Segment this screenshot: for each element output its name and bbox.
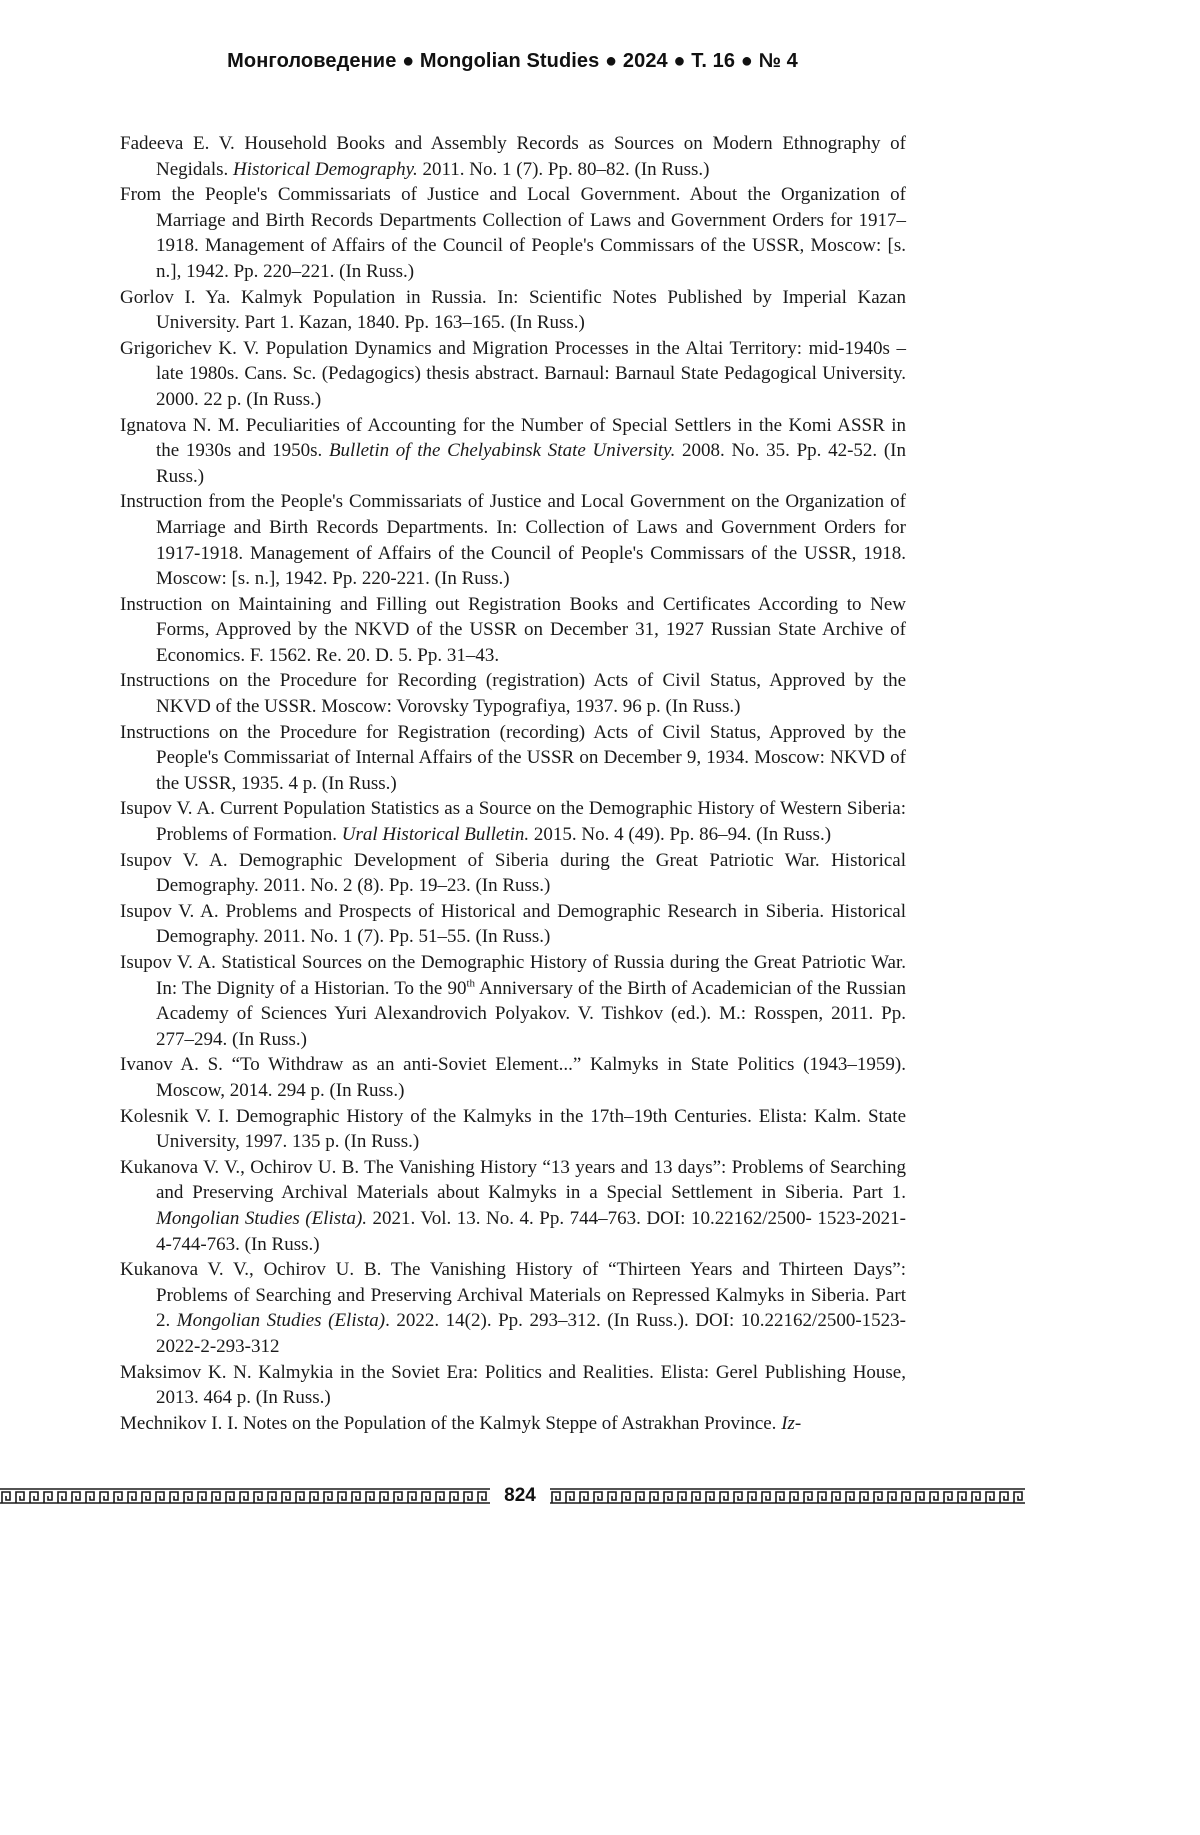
reference-text: Kolesnik V. I. Demographic History of the Kalmyks in the 17th–19th Centuries. Elista: Kalm. State University, 1997. 135 p. (In Russ.) bbox=[120, 1105, 906, 1153]
page-footer bbox=[0, 1484, 1025, 1508]
reference-list bbox=[120, 131, 906, 1436]
reference-text: Gorlov I. Ya. Kalmyk Population in Russia. In: Scientific Notes Published by Imperial Kazan University. Part 1. Kazan, 1840. Pp. 163–165. (In Russ.) bbox=[120, 286, 906, 334]
reference-superscript: th bbox=[466, 977, 476, 990]
reference-text: Isupov V. A. Demographic Development of Siberia during the Great Patriotic War. Historical Demography. 2011. No. 2 (8). Pp. 19–23. (In Russ.) bbox=[120, 849, 906, 897]
reference-entry bbox=[120, 950, 906, 1052]
reference-italic-title: Ural Historical Bulletin. bbox=[341, 824, 530, 846]
reference-entry bbox=[120, 1104, 906, 1155]
reference-text: 2008. No. 35. Pp. 42-52. (In Russ.) bbox=[156, 440, 906, 487]
reference-text: Kukanova V. V., Ochirov U. B. The Vanishing History “13 years and 13 days”: Problems of Searching and Preserving Archival Materials about Kalmyks in a Special Settlement in Siberia. Part 1. bbox=[120, 1156, 906, 1204]
reference-text: . 2022. 14(2). Pp. 293–312. (In Russ.). DOI: 10.22162/2500-1523-2022-2-293-312 bbox=[156, 1310, 906, 1357]
page-number: 824 bbox=[490, 1484, 550, 1508]
reference-text: Grigorichev K. V. Population Dynamics and Migration Processes in the Altai Territory: mid-1940s – late 1980s. Cans. Sc. (Pedagogics) thesis abstract. Barnaul: Barnaul State Pedagogical University. 2000. 22 p. (In Russ.) bbox=[120, 337, 906, 410]
running-header: Монголоведение ● Mongolian Studies ● 2024 ● Т. 16 ● № 4 bbox=[227, 50, 798, 72]
reference-italic-title: Historical Demography. bbox=[233, 158, 418, 180]
reference-text: Kukanova V. V., Ochirov U. B. The Vanishing History of “Thirteen Years and Thirteen Days”: Problems of Searching and Preserving Archival Materials on Repressed Kalmyks in Siberia. Part 2. bbox=[120, 1259, 906, 1332]
reference-entry bbox=[120, 1411, 906, 1437]
reference-italic-title: Iz- bbox=[781, 1412, 802, 1434]
reference-entry bbox=[120, 131, 906, 182]
reference-entry bbox=[120, 720, 906, 797]
reference-italic-title: Bulletin of the Chelyabinsk State University. bbox=[328, 440, 676, 462]
reference-text: 2015. No. 4 (49). Pp. 86–94. (In Russ.) bbox=[529, 824, 832, 846]
reference-entry bbox=[120, 489, 906, 591]
reference-text: Fadeeva E. V. Household Books and Assembly Records as Sources on Modern Ethnography of Negidals. bbox=[120, 133, 906, 180]
reference-entry bbox=[120, 336, 906, 413]
reference-italic-title: Mongolian Studies (Elista). bbox=[156, 1207, 368, 1229]
reference-entry bbox=[120, 182, 906, 284]
reference-text: Isupov V. A. Current Population Statistics as a Source on the Demographic History of Western Siberia: Problems of Formation. bbox=[120, 798, 906, 846]
reference-entry bbox=[120, 285, 906, 336]
reference-entry bbox=[120, 899, 906, 950]
reference-text: Mechnikov I. I. Notes on the Population of the Kalmyk Steppe of Astrakhan Province. bbox=[120, 1412, 782, 1434]
reference-text: 2021. Vol. 13. No. 4. Pp. 744–763. DOI: 10.22162/2500- 1523-2021-4-744-763. (In Russ.) bbox=[156, 1207, 906, 1255]
reference-text: Instruction from the People's Commissariats of Justice and Local Government on the Organization of Marriage and Birth Records Departments. In: Collection of Laws and Government Orders for 1917-1918. Management of Affairs of the Council of People's Commissars of the USSR, 1918. Moscow: [s. n.], 1942. Pp. 220-221. (In Russ.) bbox=[120, 491, 906, 590]
reference-italic-title: Mongolian Studies (Elista) bbox=[176, 1310, 386, 1332]
reference-text: Instructions on the Procedure for Recording (registration) Acts of Civil Status, Approved by the NKVD of the USSR. Moscow: Vorovsky Typografiya, 1937. 96 p. (In Russ.) bbox=[120, 670, 906, 718]
reference-text: Ignatova N. M. Peculiarities of Accounting for the Number of Special Settlers in the Komi ASSR in the 1930s and 1950s. bbox=[120, 414, 906, 462]
reference-entry bbox=[120, 848, 906, 899]
reference-text: Isupov V. A. Statistical Sources on the Demographic History of Russia during the Great Patriotic War. In: The Dignity of a Historian. To the 90 bbox=[120, 952, 906, 999]
reference-text: From the People's Commissariats of Justice and Local Government. About the Organization of Marriage and Birth Records Departments Collection of Laws and Government Orders for 1917–1918. Management of Affairs of the Council of People's Commissars of the USSR, Moscow: [s. n.], 1942. Pp. 220–221. (In Russ.) bbox=[120, 184, 906, 282]
reference-entry bbox=[120, 668, 906, 719]
reference-entry bbox=[120, 796, 906, 847]
reference-entry bbox=[120, 413, 906, 490]
reference-entry bbox=[120, 1257, 906, 1359]
reference-text: Instructions on the Procedure for Registration (recording) Acts of Civil Status, Approved by the People's Commissariat of Internal Affairs of the USSR on December 9, 1934. Moscow: NKVD of the USSR, 1935. 4 p. (In Russ.) bbox=[120, 721, 906, 794]
reference-entry bbox=[120, 1052, 906, 1103]
reference-entry bbox=[120, 1360, 906, 1411]
meander-ornament-right bbox=[550, 1488, 1025, 1504]
reference-text: Anniversary of the Birth of Academician of the Russian Academy of Sciences Yuri Alexandrovich Polyakov. V. Tishkov (ed.). M.: Rosspen, 2011. Pp. 277–294. (In Russ.) bbox=[156, 977, 906, 1050]
reference-text: Instruction on Maintaining and Filling out Registration Books and Certificates According to New Forms, Approved by the NKVD of the USSR on December 31, 1927 Russian State Archive of Economics. F. 1562. Re. 20. D. 5. Pp. 31–43. bbox=[120, 593, 906, 666]
reference-text: 2011. No. 1 (7). Pp. 80–82. (In Russ.) bbox=[417, 158, 710, 180]
reference-text: Ivanov A. S. “To Withdraw as an anti-Soviet Element...” Kalmyks in State Politics (1943–1959). Moscow, 2014. 294 p. (In Russ.) bbox=[120, 1054, 906, 1101]
reference-text: Isupov V. A. Problems and Prospects of Historical and Demographic Research in Siberia. Historical Demography. 2011. No. 1 (7). Pp. 51–55. (In Russ.) bbox=[120, 900, 906, 948]
reference-text: Maksimov K. N. Kalmykia in the Soviet Era: Politics and Realities. Elista: Gerel Publishing House, 2013. 464 p. (In Russ.) bbox=[120, 1361, 906, 1409]
reference-entry bbox=[120, 592, 906, 669]
meander-ornament-left bbox=[0, 1488, 490, 1504]
reference-entry bbox=[120, 1155, 906, 1257]
